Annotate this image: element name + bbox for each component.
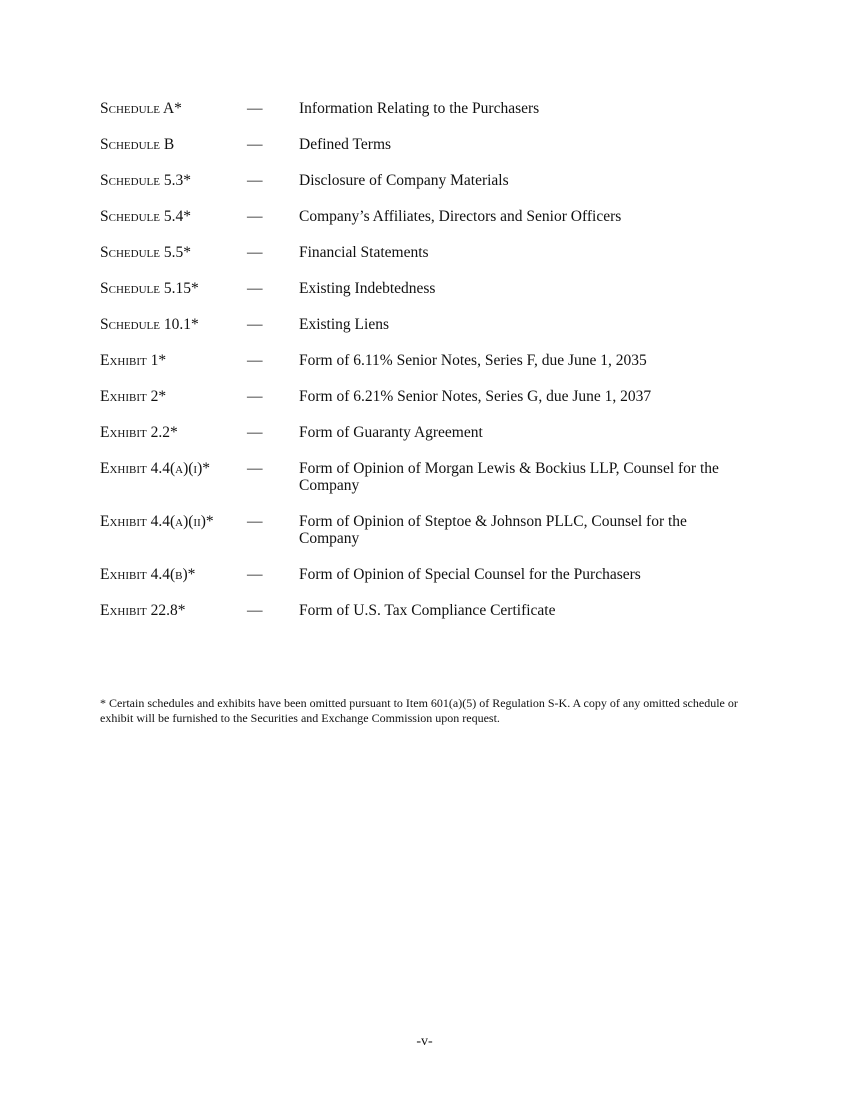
entry-label: Exhibit 2.2* <box>100 424 178 441</box>
page-number: -v- <box>416 1034 433 1049</box>
list-item <box>100 100 740 117</box>
entry-dash: — <box>247 352 263 369</box>
entry-dash: — <box>247 136 263 153</box>
entry-label: Exhibit 4.4(b)* <box>100 566 196 583</box>
entry-label: Schedule 5.5* <box>100 244 191 261</box>
entry-label: Exhibit 4.4(a)(ii)* <box>100 513 214 530</box>
entry-dash: — <box>247 602 263 619</box>
entry-label: Schedule 5.3* <box>100 172 191 189</box>
list-item <box>100 172 740 189</box>
entry-label: Exhibit 4.4(a)(i)* <box>100 460 210 477</box>
entry-dash: — <box>247 460 263 477</box>
entry-dash: — <box>247 244 263 261</box>
entry-description: Form of U.S. Tax Compliance Certificate <box>299 602 556 619</box>
schedule-exhibit-list <box>100 100 740 638</box>
entry-description: Company’s Affiliates, Directors and Senior Officers <box>299 208 622 225</box>
list-item <box>100 602 740 619</box>
entry-label: Schedule A* <box>100 100 182 117</box>
list-item <box>100 388 740 405</box>
entry-description: Disclosure of Company Materials <box>299 172 509 189</box>
entry-dash: — <box>247 513 263 530</box>
entry-label: Exhibit 22.8* <box>100 602 186 619</box>
entry-dash: — <box>247 208 263 225</box>
entry-label: Exhibit 1* <box>100 352 167 369</box>
entry-description: Information Relating to the Purchasers <box>299 100 540 117</box>
footnote: * Certain schedules and exhibits have been omitted pursuant to Item 601(a)(5) of Regulation S-K. A copy of any omitted schedule or exhibit will be furnished to the Securities and Exchange Commission upon request. <box>100 696 738 725</box>
entry-description: Defined Terms <box>299 136 392 153</box>
entry-dash: — <box>247 388 263 405</box>
list-item <box>100 244 740 261</box>
list-item <box>100 566 740 583</box>
entry-label: Schedule B <box>100 136 175 153</box>
entry-description: Form of Opinion of Steptoe & Johnson PLLC, Counsel for the Company <box>299 513 687 547</box>
list-item <box>100 208 740 225</box>
list-item <box>100 352 740 369</box>
list-item <box>100 460 740 494</box>
entry-label: Schedule 5.4* <box>100 208 191 225</box>
entry-description: Existing Liens <box>299 316 389 333</box>
entry-dash: — <box>247 316 263 333</box>
entry-description: Form of Opinion of Special Counsel for the Purchasers <box>299 566 641 583</box>
list-item <box>100 424 740 441</box>
entry-label: Schedule 5.15* <box>100 280 199 297</box>
entry-label: Exhibit 2* <box>100 388 167 405</box>
list-item <box>100 280 740 297</box>
entry-dash: — <box>247 280 263 297</box>
entry-description: Financial Statements <box>299 244 429 261</box>
entry-description: Form of Opinion of Morgan Lewis & Bockius LLP, Counsel for the Company <box>299 460 719 494</box>
entry-description: Form of 6.21% Senior Notes, Series G, due June 1, 2037 <box>299 388 652 405</box>
entry-dash: — <box>247 100 263 117</box>
entry-label: Schedule 10.1* <box>100 316 199 333</box>
entry-dash: — <box>247 424 263 441</box>
list-item <box>100 316 740 333</box>
entry-dash: — <box>247 566 263 583</box>
entry-description: Existing Indebtedness <box>299 280 436 297</box>
entry-dash: — <box>247 172 263 189</box>
list-item <box>100 513 740 547</box>
entry-description: Form of 6.11% Senior Notes, Series F, due June 1, 2035 <box>299 352 647 369</box>
list-item <box>100 136 740 153</box>
entry-description: Form of Guaranty Agreement <box>299 424 483 441</box>
